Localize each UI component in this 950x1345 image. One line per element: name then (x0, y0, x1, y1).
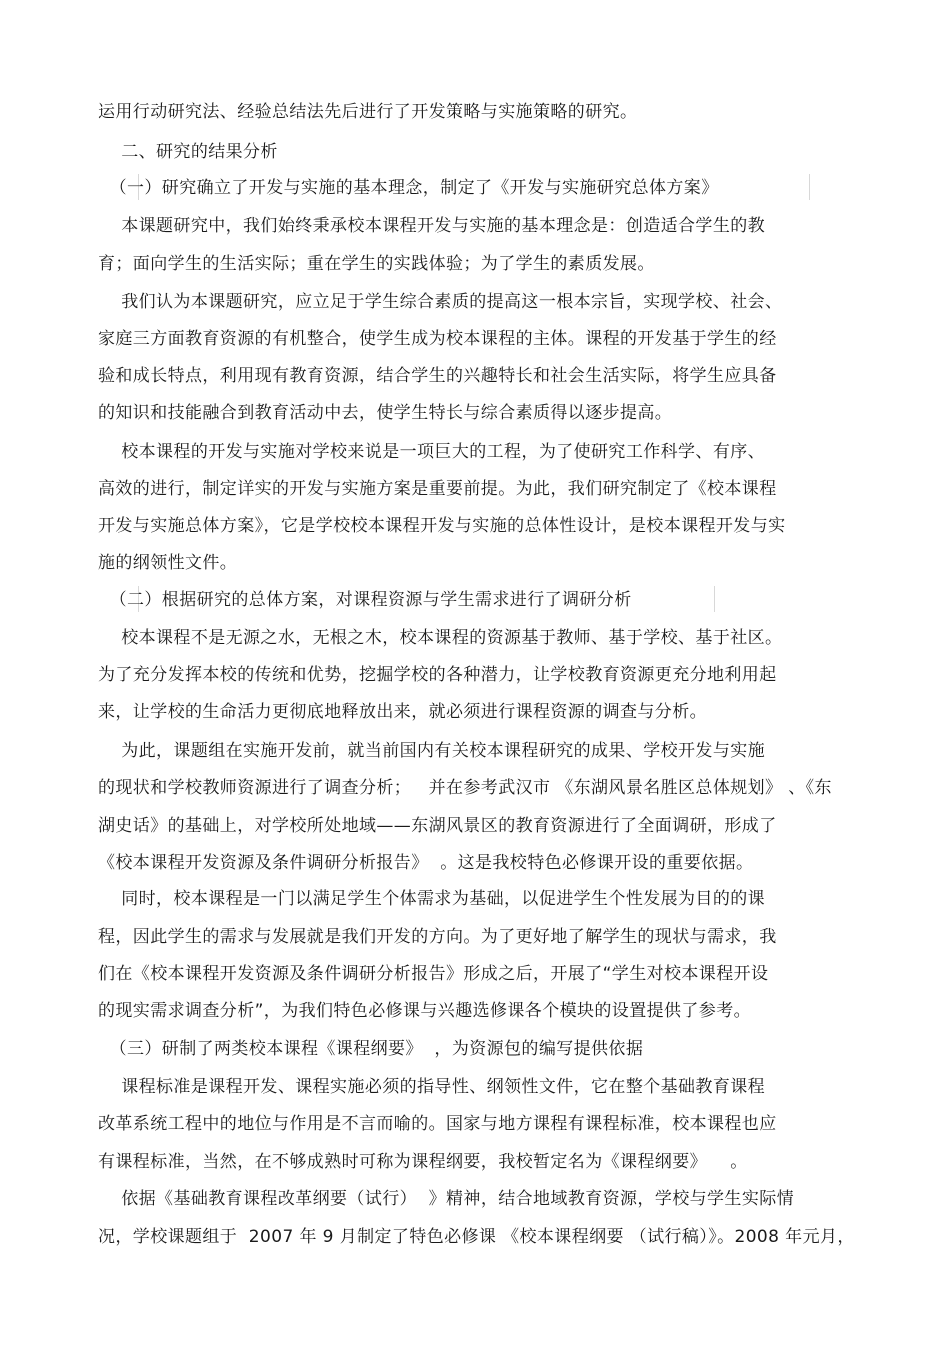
subsection-heading: （三）研制了两类校本课程《课程纲要》 ，为资源包的编写提供依据 (98, 1039, 644, 1059)
text-line: 课程标准是课程开发、课程实施必须的指导性、纲领性文件，它在整个基础教育课程 (98, 1077, 766, 1097)
text-line: 为了充分发挥本校的传统和优势，挖掘学校的各种潜力，让学校教育资源更充分地利用起 (98, 665, 777, 685)
subsection-heading: （二）根据研究的总体方案，对课程资源与学生需求进行了调研分析 (98, 590, 632, 610)
text-line: 们在《校本课程开发资源及条件调研分析报告》形成之后，开展了“学生对校本课程开设 (98, 964, 769, 984)
text-line: 湖史话》的基础上，对学校所处地域——东湖风景区的教育资源进行了全面调研，形成了 (98, 816, 777, 836)
subsection-heading: （一）研究确立了开发与实施的基本理念，制定了《开发与实施研究总体方案》 (98, 178, 719, 198)
text-line: 校本课程不是无源之水，无根之木，校本课程的资源基于教师、基于学校、基于社区。 (98, 628, 783, 648)
text-line: 验和成长特点，利用现有教育资源，结合学生的兴趣特长和社会生活实际，将学生应具备 (98, 366, 777, 386)
text-line: 育；面向学生的生活实际；重在学生的实践体验；为了学生的素质发展。 (98, 254, 655, 274)
text-line: 的现实需求调查分析”，为我们特色必修课与兴趣选修课各个模块的设置提供了参考。 (98, 1001, 752, 1021)
text-line: 运用行动研究法、经验总结法先后进行了开发策略与实施策略的研究。 (98, 102, 638, 122)
text-line: 的知识和技能融合到教育活动中去，使学生特长与综合素质得以逐步提高。 (98, 403, 673, 423)
text-line: 施的纲领性文件。 (98, 553, 238, 573)
text-line: 高效的进行，制定详实的开发与实施方案是重要前提。为此，我们研究制定了《校本课程 (98, 479, 777, 499)
text-line: 我们认为本课题研究，应立足于学生综合素质的提高这一根本宗旨，实现学校、社会、 (98, 292, 783, 312)
text-line: 况，学校课题组于 2007 年 9 月制定了特色必修课 《校本课程纲要 （试行稿）》。2008 年元月， (98, 1227, 855, 1247)
section-heading: 二、研究的结果分析 (98, 142, 278, 162)
text-line: 来，让学校的生命活力更彻底地释放出来，就必须进行课程资源的调查与分析。 (98, 702, 707, 722)
text-line: 同时，校本课程是一门以满足学生个体需求为基础，以促进学生个性发展为目的的课 (98, 889, 766, 909)
text-line: 为此，课题组在实施开发前，就当前国内有关校本课程研究的成果、学校开发与实施 (98, 741, 766, 761)
text-line: 的现状和学校教师资源进行了调查分析； 并在参考武汉市 《东湖风景名胜区总体规划》 、《东 (98, 778, 832, 798)
text-line: 有课程标准，当然，在不够成熟时可称为课程纲要，我校暂定名为《课程纲要》 。 (98, 1152, 748, 1172)
text-line: 开发与实施总体方案》，它是学校校本课程开发与实施的总体性设计，是校本课程开发与实 (98, 516, 786, 536)
text-line: 校本课程的开发与实施对学校来说是一项巨大的工程，为了使研究工作科学、有序、 (98, 442, 766, 462)
text-line: 本课题研究中，我们始终秉承校本课程开发与实施的基本理念是：创造适合学生的教 (98, 216, 766, 236)
text-line: 家庭三方面教育资源的有机整合，使学生成为校本课程的主体。课程的开发基于学生的经 (98, 329, 777, 349)
text-line: 《校本课程开发资源及条件调研分析报告》 。这是我校特色必修课开设的重要依据。 (98, 853, 754, 873)
text-line: 程，因此学生的需求与发展就是我们开发的方向。为了更好地了解学生的现状与需求，我 (98, 927, 777, 947)
text-line: 改革系统工程中的地位与作用是不言而喻的。国家与地方课程有课程标准，校本课程也应 (98, 1114, 777, 1134)
text-line: 依据《基础教育课程改革纲要（试行） 》精神，结合地域教育资源，学校与学生实际情 (98, 1189, 795, 1209)
